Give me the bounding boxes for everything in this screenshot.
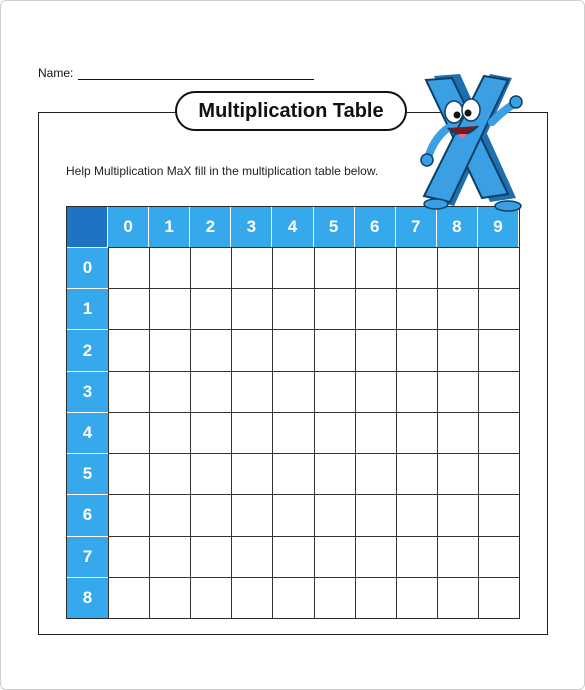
row-header: 8 [67,577,108,618]
answer-cell[interactable] [149,371,190,412]
answer-cell[interactable] [190,329,231,370]
answer-cell[interactable] [149,247,190,288]
answer-cell[interactable] [108,329,149,370]
answer-cell[interactable] [314,453,355,494]
answer-cell[interactable] [231,577,272,618]
answer-cell[interactable] [355,536,396,577]
answer-cell[interactable] [355,577,396,618]
column-header: 2 [190,207,231,247]
answer-cell[interactable] [437,494,478,535]
instructions-text: Help Multiplication MaX fill in the multiplication table below. [66,164,379,178]
answer-cell[interactable] [231,247,272,288]
column-header: 7 [396,207,437,247]
answer-cell[interactable] [355,453,396,494]
answer-cell[interactable] [396,371,437,412]
answer-cell[interactable] [396,412,437,453]
answer-cell[interactable] [478,412,519,453]
answer-cell[interactable] [396,494,437,535]
answer-cell[interactable] [190,577,231,618]
answer-cell[interactable] [190,412,231,453]
answer-cell[interactable] [478,247,519,288]
answer-cell[interactable] [437,453,478,494]
column-header: 0 [108,207,149,247]
column-header: 8 [437,207,478,247]
answer-cell[interactable] [396,536,437,577]
answer-cell[interactable] [149,494,190,535]
answer-cell[interactable] [437,247,478,288]
column-header: 3 [231,207,272,247]
answer-cell[interactable] [231,536,272,577]
answer-cell[interactable] [231,371,272,412]
answer-cell[interactable] [396,329,437,370]
answer-cell[interactable] [314,329,355,370]
answer-cell[interactable] [437,577,478,618]
answer-cell[interactable] [396,288,437,329]
answer-cell[interactable] [396,247,437,288]
answer-cell[interactable] [149,329,190,370]
answer-cell[interactable] [355,247,396,288]
answer-cell[interactable] [190,247,231,288]
answer-cell[interactable] [355,371,396,412]
column-header: 1 [149,207,190,247]
answer-cell[interactable] [437,329,478,370]
answer-cell[interactable] [314,371,355,412]
answer-cell[interactable] [272,453,313,494]
answer-cell[interactable] [108,494,149,535]
answer-cell[interactable] [272,536,313,577]
answer-cell[interactable] [478,577,519,618]
row-header: 4 [67,412,108,453]
name-field[interactable] [78,67,314,80]
row-header: 7 [67,536,108,577]
multiplication-max-mascot-icon [404,66,534,218]
answer-cell[interactable] [272,288,313,329]
answer-cell[interactable] [149,453,190,494]
answer-cell[interactable] [190,288,231,329]
answer-cell[interactable] [314,494,355,535]
answer-cell[interactable] [272,371,313,412]
answer-cell[interactable] [190,371,231,412]
answer-cell[interactable] [108,247,149,288]
answer-cell[interactable] [272,329,313,370]
row-header: 3 [67,371,108,412]
answer-cell[interactable] [149,577,190,618]
answer-cell[interactable] [190,494,231,535]
row-header: 2 [67,329,108,370]
answer-cell[interactable] [190,536,231,577]
answer-cell[interactable] [149,288,190,329]
answer-cell[interactable] [478,371,519,412]
row-header: 0 [67,247,108,288]
answer-cell[interactable] [314,536,355,577]
name-label: Name: [38,66,74,80]
row-header: 5 [67,453,108,494]
answer-cell[interactable] [149,536,190,577]
multiplication-grid [66,206,520,619]
column-header: 9 [478,207,519,247]
row-header: 6 [67,494,108,535]
column-header: 5 [314,207,355,247]
answer-cell[interactable] [108,288,149,329]
answer-cell[interactable] [190,453,231,494]
answer-cell[interactable] [108,536,149,577]
answer-cell[interactable] [478,288,519,329]
answer-cell[interactable] [149,412,190,453]
answer-cell[interactable] [437,288,478,329]
answer-cell[interactable] [272,494,313,535]
grid-corner [67,207,108,247]
answer-cell[interactable] [231,288,272,329]
answer-cell[interactable] [355,329,396,370]
answer-cell[interactable] [108,371,149,412]
answer-cell[interactable] [478,453,519,494]
answer-cell[interactable] [355,494,396,535]
answer-cell[interactable] [108,453,149,494]
answer-cell[interactable] [231,453,272,494]
answer-cell[interactable] [478,494,519,535]
answer-cell[interactable] [108,577,149,618]
answer-cell[interactable] [355,288,396,329]
answer-cell[interactable] [355,412,396,453]
worksheet-title: Multiplication Table [175,91,407,131]
answer-cell[interactable] [231,329,272,370]
answer-cell[interactable] [272,412,313,453]
answer-cell[interactable] [437,371,478,412]
answer-cell[interactable] [437,412,478,453]
answer-cell[interactable] [478,536,519,577]
answer-cell[interactable] [272,247,313,288]
answer-cell[interactable] [231,494,272,535]
answer-cell[interactable] [314,247,355,288]
row-header: 1 [67,288,108,329]
answer-cell[interactable] [231,412,272,453]
column-header: 4 [272,207,313,247]
name-row [38,66,314,80]
answer-cell[interactable] [478,329,519,370]
answer-cell[interactable] [437,536,478,577]
answer-cell[interactable] [314,288,355,329]
answer-cell[interactable] [314,412,355,453]
answer-cell[interactable] [272,577,313,618]
column-header: 6 [355,207,396,247]
answer-cell[interactable] [314,577,355,618]
answer-cell[interactable] [108,412,149,453]
answer-cell[interactable] [396,577,437,618]
answer-cell[interactable] [396,453,437,494]
